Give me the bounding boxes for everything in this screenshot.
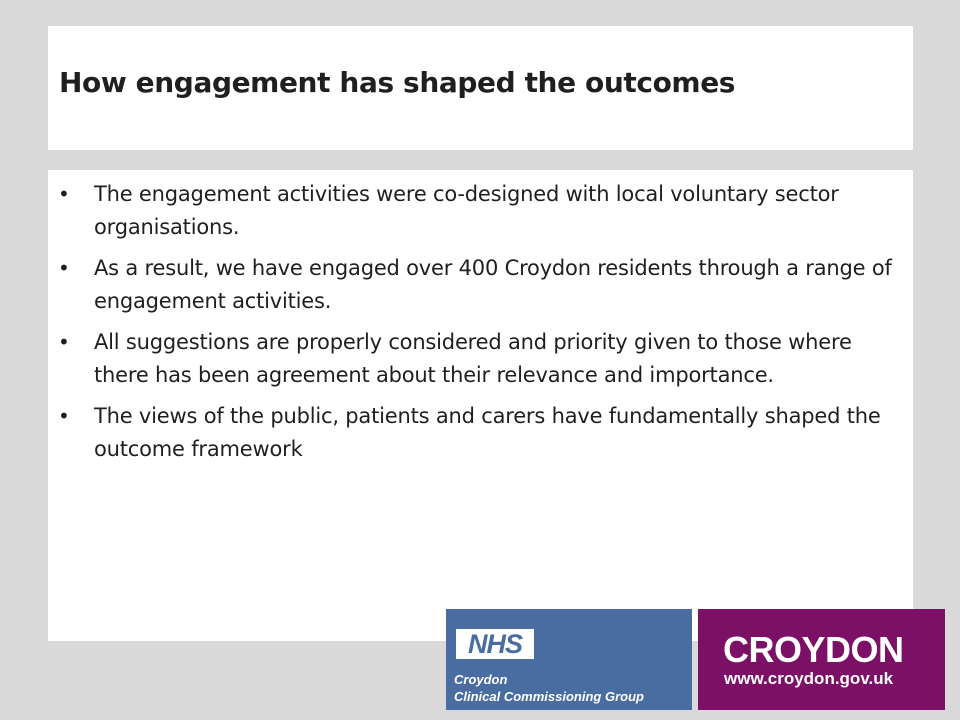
nhs-org-line2: Clinical Commissioning Group	[454, 689, 644, 704]
bullet-text: The views of the public, patients and carers have fundamentally shaped the outcome framework	[94, 404, 881, 461]
nhs-croydon-ccg-logo	[446, 609, 692, 710]
bullet-icon: •	[58, 404, 70, 428]
title-panel	[48, 26, 913, 150]
bullet-item	[48, 252, 913, 318]
bullet-icon: •	[58, 256, 70, 280]
bullet-text: All suggestions are properly considered and priority given to those where there has been agreement about their relevance and importance.	[94, 330, 852, 387]
croydon-logo-url: www.croydon.gov.uk	[724, 669, 894, 688]
bullet-item	[48, 178, 913, 244]
bullet-text: As a result, we have engaged over 400 Croydon residents through a range of engagement activities.	[94, 256, 892, 313]
content-panel	[48, 170, 913, 641]
bullet-icon: •	[58, 182, 70, 206]
bullet-text: The engagement activities were co-designed with local voluntary sector organisations.	[94, 182, 839, 239]
croydon-council-logo	[698, 609, 945, 710]
bullet-list	[48, 178, 913, 474]
nhs-org-line1: Croydon	[454, 672, 508, 687]
bullet-item	[48, 326, 913, 392]
nhs-logo-mark	[456, 629, 534, 659]
croydon-logo-name: CROYDON	[723, 629, 904, 670]
nhs-mark-text: NHS	[467, 629, 522, 659]
bullet-item	[48, 400, 913, 466]
slide-title: How engagement has shaped the outcomes	[59, 66, 736, 99]
bullet-icon: •	[58, 330, 70, 354]
nhs-org-name	[454, 671, 644, 705]
